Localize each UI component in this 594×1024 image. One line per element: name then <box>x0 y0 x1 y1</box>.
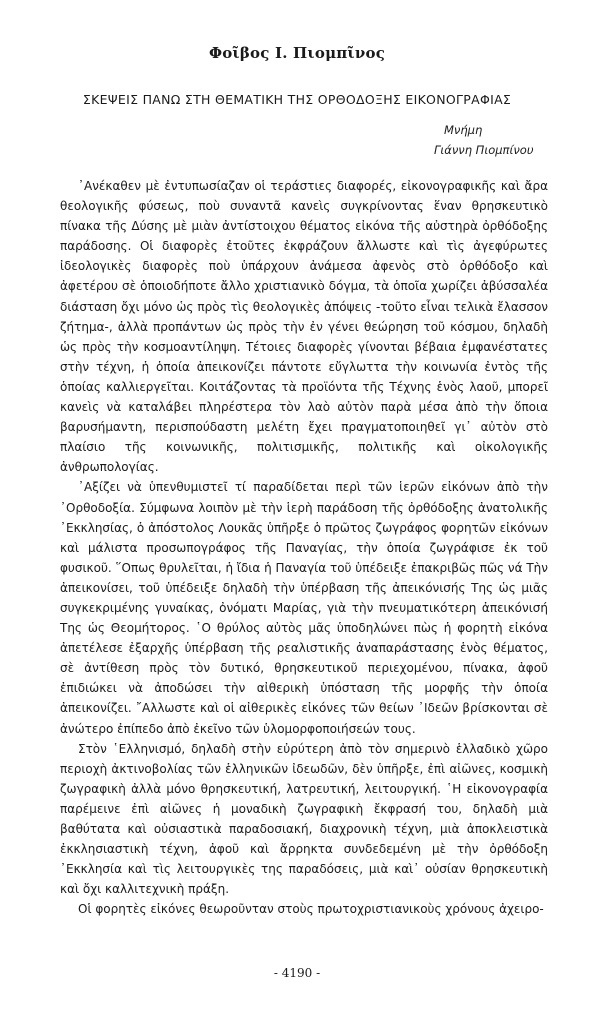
paragraph-2: ᾿Αξίζει νὰ ὑπενθυμιστεῖ τί παραδίδεται περὶ τῶν ἱερῶν εἰκόνων ἀπὸ τὴν ᾿Ορθοδοξία. Σύμφωνα λοιπὸν μὲ τὴν ἱερὴ παράδοση τῆς ὀρθόδοξης ἀνατολικῆς ᾿Εκκλησίας, ὁ ἀπόστολος Λουκᾶς ὑπῆρξε ὁ πρῶτος ζωγράφος φορητῶν εἰκόνων καὶ μάλιστα προσωπογράφος τῆς Παναγίας, τὴν ὁποία ζωγράφισε ἐκ τοῦ φυσικοῦ. ῞Οπως θρυλεῖται, ἡ ἴδια ἡ Παναγία τοῦ ὑπέδειξε ἐπακριβῶς πῶς νά Τὴν ἀπεικονίσει, τοῦ ὑπέδειξε δηλαδὴ τὴν ὑπέρβαση τῆς ἀπεικόνισής Της ὡς μιᾶς συγκεκριμένης γυναίκας, ὀνόματι Μαρίας, γιὰ τὴν πνευματικότερη ἀπεικόνισή Της ὡς Θεομήτορος. ῾Ο θρύλος αὐτὸς μᾶς ὑποδηλώνει πὼς ἡ φορητὴ εἰκόνα ἀπετέλεσε ἐξαρχῆς ὑπέρβαση τῆς ρεαλιστικῆς ἀναπαράστασης ἑνὸς θέματος, σὲ ἀντίθεση πρὸς τὸν δυτικό, θρησκευτικοῦ περιεχομένου, πίνακα, ἀφοῦ ἐπιδιώκει νὰ ἀποδώσει τὴν αἰθερικὴ ὑπόσταση τῆς μορφῆς τὴν ὁποία ἀπεικονίζει. ῎Αλλωστε καὶ οἱ αἰθερικὲς εἰκόνες τῶν θείων ᾿Ιδεῶν βρίσκονται σὲ ἀνώτερο ἐπίπεδο ἀπὸ ἐκεῖνο τῶν ὑλομορφοποιήσεών τους. <box>60 480 548 736</box>
paragraph-1: ᾿Ανέκαθεν μὲ ἐντυπωσίαζαν οἱ τεράστιες διαφορές, εἰκονογραφικῆς καὶ ἄρα θεολογικῆς φύσεως, ποὺ συναντᾶ κανεὶς συγκρίνοντας ἕναν θρησκευτικὸ πίνακα τῆς Δύσης μὲ μιὰν ἀντίστοιχου θέματος εἰκόνα τῆς αὐστηρὰ ὀρθόδοξης παράδοσης. Οἱ διαφορὲς ἐτοῦτες ἐκφράζουν ἄλλωστε καὶ τὶς ἀγεφύρωτες ἰδεολογικὲς διαφορὲς ποὺ ὑπάρχουν ἀνάμεσα ἀφενὸς στὸ ὀρθόδοξο καὶ ἀφετέρου σὲ ὁποιοδήποτε ἄλλο χριστιανικὸ δόγμα, τὰ ὁποῖα χωρίζει ἀβύσσαλέα διάσταση ὄχι μόνο ὡς πρὸς τὶς θεολογικὲς ἀπόψεις -τοῦτο εἶναι τελικὰ ἔλασσον ζήτημα-, ἀλλὰ προπάντων ὡς πρὸς τὴν ἐν γένει θεώρηση τοῦ κόσμου, δηλαδὴ ὡς πρὸς τὴν κοσμοαντίληψη. Τέτοιες διαφορὲς γίνονται βέβαια ἐμφανέστατες στὴν τέχνη, ἡ ὁποία ἀπεικονίζει πάντοτε εὔγλωττα τὴν κοινωνία ἐντὸς τῆς ὁποίας καλλιεργεῖται. Κοιτάζοντας τὰ προϊόντα τῆς Τέχνης ἑνὸς λαοῦ, μπορεῖ κανεὶς νὰ καταλάβει πληρέστερα τὸν λαὸ αὐτὸν παρὰ μέσα ἀπὸ τὴν ὅποια βαρυσήμαντη, περισπούδαστη μελέτη ἔχει πραγματοποιηθεῖ γι᾿ αὐτὸν στὸ πλαίσιο τῆς κοινωνικῆς, πολιτισμικῆς, πολιτικῆς καὶ οἰκολογικῆς ἀνθρωπολογίας. <box>60 179 548 475</box>
dedication <box>434 120 564 160</box>
paragraph-3: Στὸν ῾Ελληνισμό, δηλαδὴ στὴν εὐρύτερη ἀπὸ τὸν σημερινὸ ἑλλαδικὸ χῶρο περιοχὴ ἀκτινοβολίας τῶν ἑλληνικῶν ἰδεωδῶν, δὲν ὑπῆρξε, ἐπὶ αἰῶνες, κοσμικὴ ζωγραφικὴ ἀλλὰ μόνο θρησκευτική, λατρευτική, λειτουργική. ῾Η εἰκονογραφία παρέμεινε ἐπὶ αἰῶνες ἡ μοναδικὴ ζωγραφικὴ ἔκφρασή του, δηλαδὴ μιὰ βαθύτατα καὶ οὐσιαστικὰ παραδοσιακή, διαχρονικὴ τέχνη, μιὰ ἀποκλειστικὰ ἐκκλησιαστικὴ τέχνη, ἀφοῦ καὶ ἄρρηκτα συνδεδεμένη μὲ τὴν ὀρθόδοξη ᾿Εκκλησία καὶ τὶς λειτουργικὲς της παραδόσεις, μιὰ καὶ᾿ οὐσίαν θρησκευτικὴ καὶ ὄχι καλλιτεχνικὴ πράξη. <box>60 741 548 897</box>
dedication-line-1: Μνήμη <box>444 123 483 137</box>
article-title: ΣΚΕΨΕΙΣ ΠΑΝΩ ΣΤΗ ΘΕΜΑΤΙΚΗ ΤΗΣ ΟΡΘΟΔΟΞΗΣ ΕΙΚΟΝΟΓΡΑΦΙΑΣ <box>82 92 512 107</box>
paragraph-4: Οἱ φορητὲς εἰκόνες θεωροῦνταν στοὺς πρωτοχριστιανικοὺς χρόνους ἀχειρο- <box>78 902 544 917</box>
article-body <box>60 176 548 919</box>
author-name: Φοῖβος Ι. Πιομπῖνος <box>208 44 386 62</box>
page-number: - 4190 - <box>273 966 321 980</box>
dedication-line-2: Γιάννη Πιομπίνου <box>434 143 534 157</box>
